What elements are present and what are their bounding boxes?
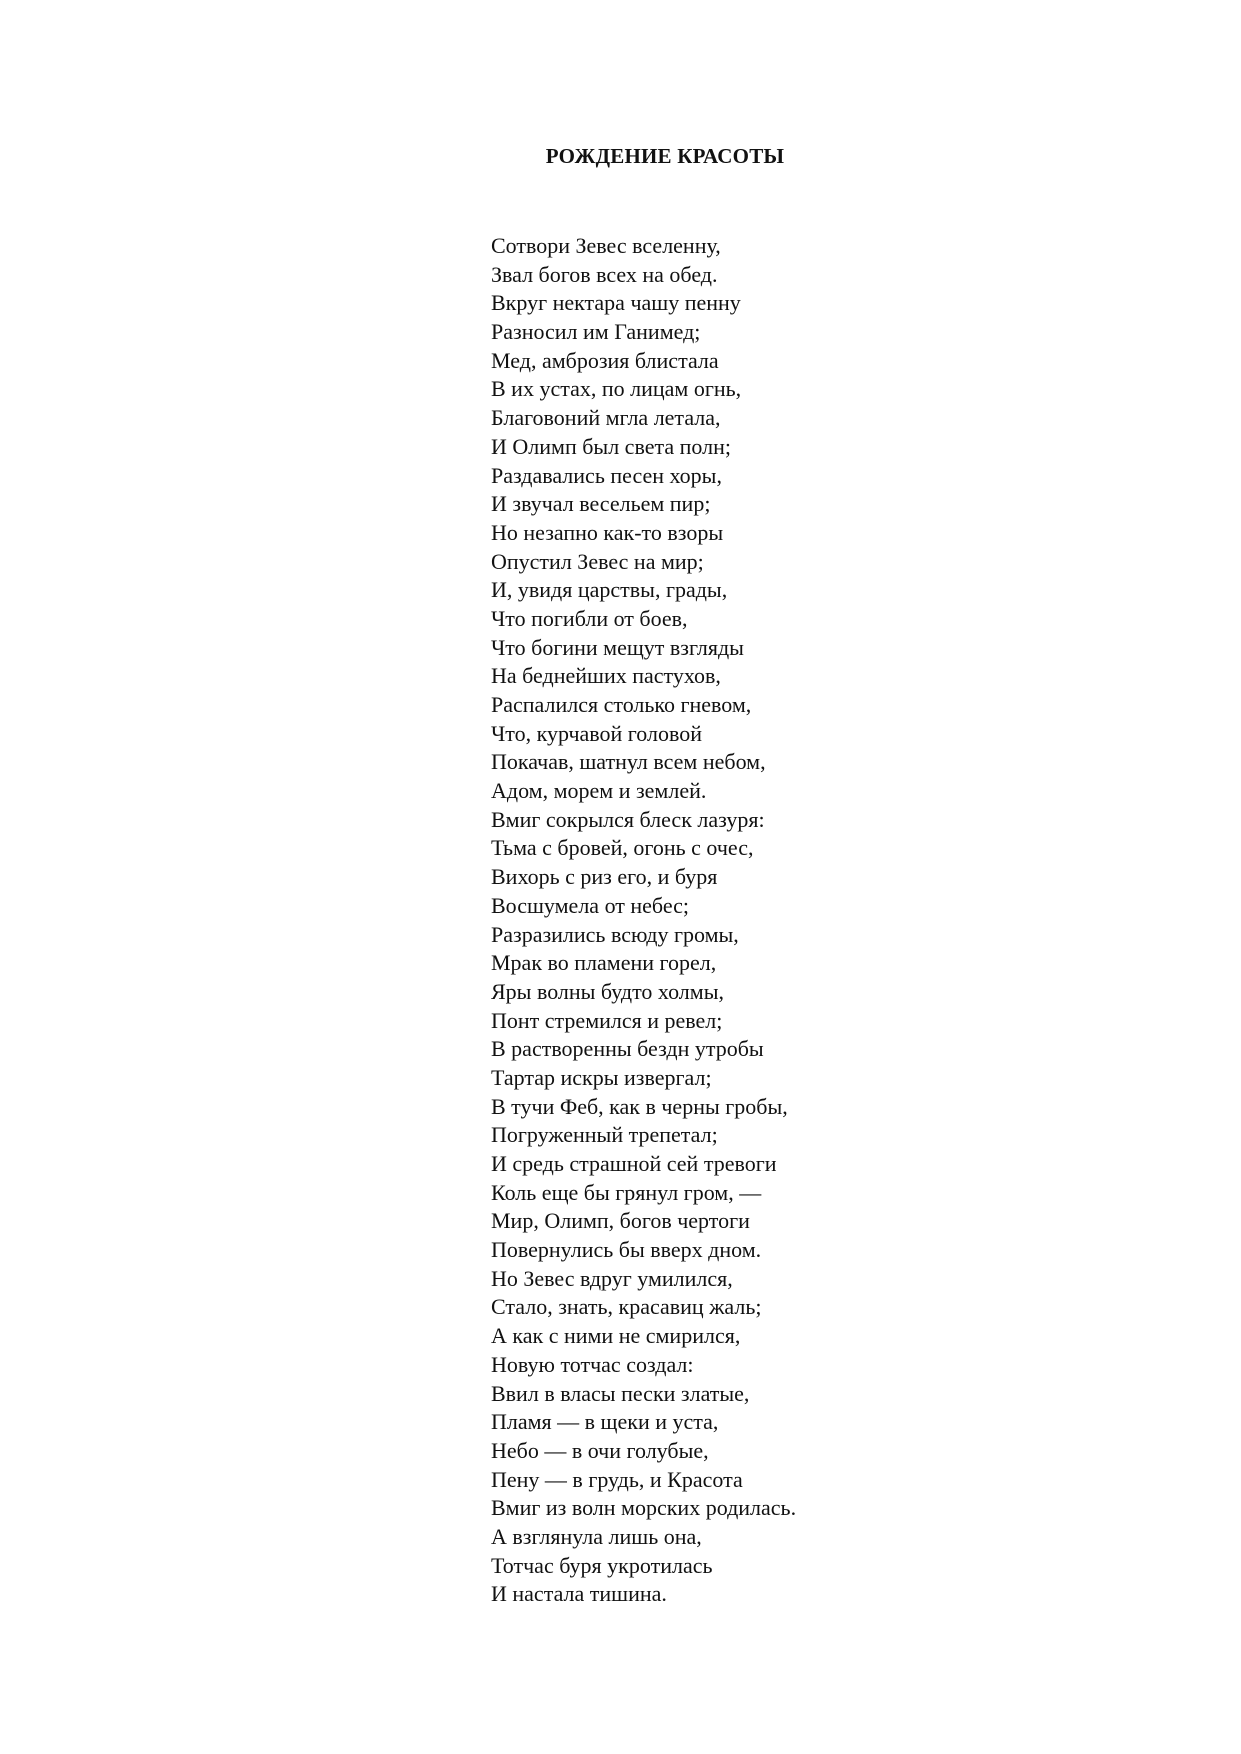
poem-line: Звал богов всех на обед. <box>491 261 718 287</box>
poem-line: Адом, морем и землей. <box>491 778 707 804</box>
poem-line: Распалился столько гневом, <box>491 692 752 717</box>
poem-line: Что богини мещут взгляды <box>491 634 744 660</box>
poem-line: Вкруг нектара чашу пенну <box>491 290 741 316</box>
poem-line: В растворенны бездн утробы <box>491 1036 764 1062</box>
poem-title: РОЖДЕНИЕ КРАСОТЫ <box>545 144 785 168</box>
poem-line: Что, курчавой головой <box>491 720 702 746</box>
poem-line: В тучи Феб, как в черны гробы, <box>491 1093 788 1119</box>
poem-line: Тартар искры извергал; <box>491 1064 712 1090</box>
poem-line: А взглянула лишь она, <box>491 1523 702 1549</box>
poem-line: Яры волны будто холмы, <box>491 978 724 1004</box>
poem-line: Сотвори Зевес вселенну, <box>491 233 721 258</box>
poem-line: Покачав, шатнул всем небом, <box>491 749 766 775</box>
poem-line: Что погибли от боев, <box>491 605 688 631</box>
poem-line: Опустил Зевес на мир; <box>491 548 704 574</box>
poem-line: И, увидя царствы, грады, <box>491 577 728 603</box>
poem-line: Пену — в грудь, и Красота <box>491 1466 743 1492</box>
poem-line: Мрак во пламени горел, <box>491 950 717 976</box>
poem-line: И средь страшной сей тревоги <box>491 1151 777 1176</box>
poem-line: И Олимп был света полн; <box>491 433 731 459</box>
poem-line: Мир, Олимп, богов чертоги <box>491 1208 750 1234</box>
poem-line: Коль еще бы грянул гром, — <box>491 1179 762 1205</box>
poem-line: И настала тишина. <box>491 1581 667 1607</box>
poem-line: Но Зевес вдруг умилился, <box>491 1265 733 1291</box>
poem-line: Вмиг сокрылся блеск лазуря: <box>491 806 765 832</box>
poem-line: Ввил в власы пески златые, <box>491 1380 750 1406</box>
poem-line: В их устах, по лицам огнь, <box>491 376 742 402</box>
poem-line: Пламя — в щеки и уста, <box>491 1409 719 1435</box>
poem-line: Тотчас буря укротилась <box>491 1552 713 1578</box>
poem-line: Повернулись бы вверх дном. <box>491 1237 762 1263</box>
poem-line: Вмиг из волн морских родилась. <box>491 1495 797 1521</box>
poem-body <box>491 232 796 1609</box>
poem-line: Но незапно как-то взоры <box>491 519 724 545</box>
poem-line: Понт стремился и ревел; <box>491 1007 723 1033</box>
poem-line: Вихорь с риз его, и буря <box>491 864 718 890</box>
poem-line: Благовоний мгла летала, <box>491 405 721 431</box>
poem-line: Тьма с бровей, огонь с очес, <box>491 835 754 861</box>
poem-line: Восшумела от небес; <box>491 892 690 918</box>
poem-line: Мед, амброзия блистала <box>491 347 719 373</box>
poem-line: Раздавались песен хоры, <box>491 462 722 488</box>
poem-line: Новую тотчас создал: <box>491 1351 694 1377</box>
poem-line: Погруженный трепетал; <box>491 1122 718 1148</box>
poem-line: Небо — в очи голубые, <box>491 1437 709 1463</box>
poem-line: Разразились всюду громы, <box>491 921 739 947</box>
poem-line: Стало, знать, красавиц жаль; <box>491 1294 762 1320</box>
poem-line: Разносил им Ганимед; <box>491 319 701 345</box>
poem-line: На беднейших пастухов, <box>491 663 721 689</box>
poem-line: А как с ними не смирился, <box>491 1323 741 1349</box>
poem-line: И звучал весельем пир; <box>491 491 711 517</box>
